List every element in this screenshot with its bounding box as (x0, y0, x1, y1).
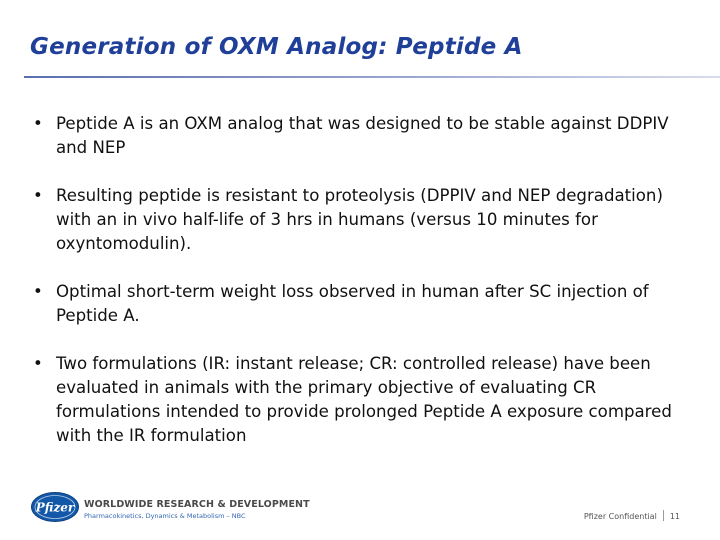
bullet-marker: • (33, 354, 43, 373)
page-title: Generation of OXM Analog: Peptide A (30, 34, 523, 60)
list-item (33, 112, 673, 160)
bullet-list (33, 112, 673, 472)
footer-confidential (584, 510, 680, 521)
bullet-text: Resulting peptide is resistant to proteolysis (DPPIV and NEP degradation) with an in vivo half-life of 3 hrs in humans (versus 10 minutes for oxyntomodulin). (56, 186, 663, 253)
logo-text: Pfizer (35, 500, 75, 515)
bullet-marker: • (33, 282, 43, 301)
list-item (33, 352, 673, 448)
bullet-marker: • (33, 114, 43, 133)
pfizer-logo-icon (30, 491, 80, 523)
bullet-text: Two formulations (IR: instant release; CR: controlled release) have been evaluated in animals with the primary objective of evaluating CR formulations intended to provide prolonged Peptide A exposure compared with the IR formulation (56, 354, 672, 445)
title-divider (24, 76, 720, 78)
division-name: WORLDWIDE RESEARCH & DEVELOPMENT (84, 499, 310, 510)
footer-separator (663, 510, 664, 521)
confidential-label: Pfizer Confidential (583, 512, 657, 521)
list-item (33, 184, 673, 256)
department-name: Pharmacokinetics, Dynamics & Metabolism – NBC (84, 512, 246, 520)
list-item (33, 280, 673, 328)
page-number: 11 (669, 512, 680, 521)
bullet-marker: • (33, 186, 43, 205)
bullet-text: Peptide A is an OXM analog that was designed to be stable against DDPIV and NEP (56, 114, 669, 157)
bullet-text: Optimal short-term weight loss observed in human after SC injection of Peptide A. (56, 282, 649, 325)
